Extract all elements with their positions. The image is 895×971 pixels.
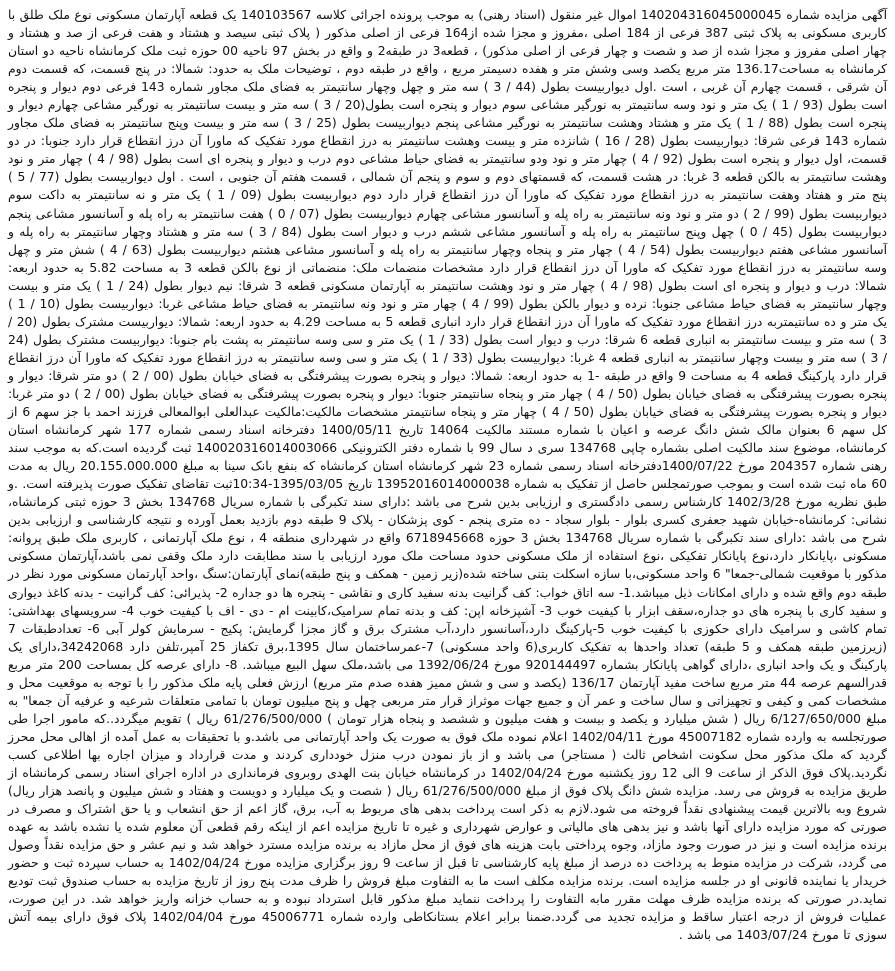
auction-notice-body: آگهی مزایده شماره 140204316045000045 اموال غیر منقول (اسناد رهنی) به موجب پرونده اجرائی کلاسه 140103567 یک قطعه آپارتمان مسکونی نوع ملک طلق با کاربری مسکونی به پلاک ثبتی 387 فرعی از 184 اصلی ،مفروز و مجزا شده از164 فرعی از اصلی مذکور ( پلاک ثبتی سیصد و هشتاد و هفت فرعی از صد و هشتاد و چهار اصلی مفروز و مجزا شده از صد و شصت و چهار فرعی از اصلی مذکور) ، قطعه3 در طبقه2 و واقع در بخش 97 ناحیه 00 حوزه ثبت ملک کرمانشاه ناحیه دو استان کرمانشاه به مساحت136.17 متر مربع یکصد وسی وشش متر و هفده دسیمتر مربع ، واقع در طبقه دوم ، توضیحات ملک به حدود: شمالا: در پنج قسمت، که قسمت دوم آن شرقی ، قسمت چهارم آن غربی ، است .اول دیواربیست بطول (44 / 3 ) سه متر و چهل وچهار سانتیمتر به فضای ملک مجاور شماره 143 فرعی دوم دیوار و پنجره است بطول (93 / 1 ) یک متر و نود وسه سانتیمتر به نورگیر مشاعی سوم دیوار و پنجره است بطول(20 / 3 ) سه متر و بیست سانتیمتر به نورگیر مشاعی چهارم دیوار و پنجره است بطول (88 / 1 ) یک متر و هشتاد وهشت سانتیمتر به نورگیر مشاعی پنجم دیواربیست بطول (25 / 3 ) سه متر و بیست وپنج سانتیمتر به فضای ملک مجاور شماره 143 فرعی شرقا: دیواربیست بطول (28 / 16 ) شانزده متر و بیست وهشت سانتیمتر به درز انقطاع مورد تفکیک که ماورا آن درز انقطاع قرار دارد جنوبا: در دو قسمت، اول دیوار و پنجره است بطول (92 / 4 ) چهار متر و نود ودو سانتیمتر به فضای حیاط مشاعی دوم درب و دیوار و پنجره ای است بطول (98 / 4 ) چهار متر و نود وهشت سانتیمتر به بالکن قطعه 3 غربا: در هشت قسمت، که قسمتهای دوم و سوم و پنجم آن شمالی ، قسمت هفتم آن جنوبی ، است . اول دیواربیست بطول (77 / 5 ) پنج متر و هفتاد وهفت سانتیمتر به درز انقطاع مورد تفکیک که ماورا آن درز انقطاع قرار دارد دوم دیواربیست بطول (09 / 1 ) یک متر و نه سانتیمتر به داکت سوم دیواربیست بطول (99 / 2 ) دو متر و نود ونه سانتیمتر به راه پله و آسانسور مشاعی چهارم دیواربیست بطول (07 / 0 ) هفت سانتیمتر به راه پله و آسانسور مشاعی پنجم دیواربیست بطول (45 / 0 ) چهل وپنج سانتیمتر به راه پله و آسانسور مشاعی ششم درب و دیوار است بطول (84 / 3 ) سه متر و هشتاد وچهار سانتیمتر به راه پله و آسانسور مشاعی هفتم دیواربیست بطول (54 / 4 ) چهار متر و پنجاه وچهار سانتیمتر به راه پله و آسانسور مشاعی هشتم دیواربیست بطول (63 / 4 ) شش متر و چهل وسه سانتیمتر به درز انقطاع مورد تفکیک که ماورا آن درز انقطاع قرار دارد مشخصات منضمات ملک: منضماتی از نوع بالکن قطعه 3 به مساحت 5.82 به حدود اربعه: شمالا: درب و دیوار و پنجره ای است بطول (98 / 4 ) چهار متر و نود وهشت سانتیمتر به آپارتمان مسکونی قطعه 3 شرقا: نیم دیوار بطول (24 / 1 ) یک متر و بیست وچهار سانتیمتر به فضای حیاط مشاعی جنوبا: نرده و دیوار بالکن بطول (99 / 4 ) چهار متر و نود ونه سانتیمتر به فضای حیاط مشاعی غربا: دیواربیست بطول (10 / 1 ) یک متر و ده سانتیمتربه درز انقطاع مورد تفکیک که ماورا آن درز انقطاع قرار دارد انباری قطعه 5 به مساحت 4.29 به حدود اربعه: شمالا: دیواربیست مشترک بطول (20 / 3 ) سه متر و بیست سانتیمتر به انباری قطعه 6 شرقا: درب و دیوار است بطول (33 / 1 ) یک متر و سی وسه سانتیمتر به پشت بام جنوبا: دیواربیست مشترک بطول (24 / 3 ) سه متر و بیست وچهار سانتیمتر به انباری قطعه 4 غربا: دیواربیست بطول (33 / 1 ) یک متر و سی وسه سانتیمتر به درز انقطاع مورد تفکیک که ماورا آن درز انقطاع قرار دارد پارکینگ قطعه 4 به مساحت 9 واقع در طبقه -1 به حدود اربعه: شمالا: دیوار و پنجره بصورت پیشرفتگی به فضای خیابان بطول (00 / 2 ) دو متر شرقا: دیوار و پنجره بصورت پیشرفتگی به فضای خیابان بطول (50 / 4 ) چهار متر و پنجاه سانتیمتر جنوبا: دیوار و پنجره بصورت پیشرفتگی به فضای خیابان بطول (00 / 2 ) دو متر غربا: دیوار و پنجره بصورت پیشرفتگی به فضای خیابان بطول (50 / 4 ) چهار متر و پنجاه سانتیمتر مشخصات مالکیت:مالکیت عبدالعلی ابوالمعالی فرزند احمد با جز سهم 6 از کل سهم 6 بعنوان مالک شش دانگ عرصه و اعیان با شماره مستند مالکیت 14064 تاریخ 1400/05/11 دفترخانه اسناد رسمی شماره 177 شهر کرمانشاه استان کرمانشاه، موضوع سند مالکیت اصلی بشماره چاپی 134768 سری د سال 99 با شماره دفتر الکترونیکی 140020316014003066 ثبت گردیده است.که به موجب سند رهنی شماره 204357 مورخ 1400/07/22دفترخانه اسناد رسمی شماره 23 شهر کرمانشاه استان کرمانشاه که بنفع بانک سینا به مبلغ 20.155.000.000 ریال به مدت 60 ماه ثبت شده است و بموجب صورتمجلس حاصل از تفکیک به شماره 13952016014000038 تاریخ 1395/03/05-10:34ثبت تقاضای تفکیک صورت پذیرفته است. .و طبق نظریه مورخ 1402/3/28 کارشناس رسمی دادگستری و ارزیابی بدین شرح می باشد :دارای سند تکبرگی با شماره سریال 134768 بخش 3 حوزه ثبتی کرمانشاه، نشانی: کرمانشاه-خیابان شهید جعفری کسری بلوار - بلوار سجاد - ده متری پنجم - کوی پزشکان - پلاک 9 طبقه دوم بازدید بعمل آورده و نتیجه کارشناسی و ارزیابی بدین شرح می باشد :دارای سند تکبرگی با شماره سریال 134768 بخش 3 حوزه 6718945668 واقع در شهرداری منطقه 4 ، نوع ملک آپارتمانی ، کاربری ملک طبق پروانه: مسکونی ،پایانکار دارد،نوع پایانکار تفکیکی ،نوع استفاده از ملک مسکونی حدود مساحت ملک مورد ارزیابی با سند مطابقت دارد ملک وقفی نمی باشد،آپارتمان مسکونی مذکور با موقعیت شمالی-جمعا" 6 واحد مسکونی،با سازه اسکلت بتنی ساخته شده(زیر زمین - همکف و پنج طبقه)نمای آپارتمان:سنگ ،واحد آپارتمان مسکونی مورد نظر در طبقه دوم واقع شده و دارای امکانات ذیل میباشد.1- سه اتاق خواب: کف گرانیت بدنه سفید کاری و نقاشی - پنجره ها دو جداره 2- پذیرائی: کف گرانیت - بدنه کاغذ دیواری و سفید کاری با پنجره های دو جداره،سقف ابزار با کیفیت خوب 3- آشپزخانه اپن: کف و بدنه تمام سرامیک،کابینت ام - دی - اف با کیفیت خوب 4- سرویسهای بهداشتی: تمام کاشی و سرامیک دارای حکوزی با کیفیت خوب 5-پارکینگ دارد،آسانسور دارد،آب مشترک برق و گاز مجزا گرمایش: پکیج - سرمایش کولر آبی 6- تعدادطبقات 7 (زیرزمین طبقه همکف و 5 طبقه) تعداد واحدها به تفکیک کاربری(6 واحد مسکونی) 7-عمرساختمان سال 1395،برق تکفاز 25 آمپر،تلفن دارد 34242068،دارای یک پارکینگ و یک واحد انباری ،دارای گواهی پایانکار بشماره 920144497 مورخ 1392/06/24 می باشد،ملک سهل البیع میباشد. 8- دارای عرصه کل بمساحت 200 متر مربع قدرالسهم عرصه 44 متر مربع ساخت مفید آپارتمان 136/17 (یکصد و سی و شش ممیز هفده صدم متر مربع) ارزش فعلی پایه ملک مذکور را با توجه به موقعیت محل و مشخصات کمی و کیفی و تجهیزاتی و سال ساخت و عمر آن و جمیع جهات موثراز قرار متر مربعی چهل و پنج میلیون تومان با تمامی متعلقات شرعیه و عرفیه آن جمعا" به مبلغ 6/127/650/000 ریال ( شش میلیارد و یکصد و بیست و هفت میلیون و ششصد و پنجاه هزار تومان ) 61/276/500/000 ریال ) تقویم میگردد..که مامور اجرا طی صورتجلسه به وارده شماره 45007182 مورخ 1402/04/11 اعلام نموده ملک فوق به صورت یک واحد آپارتمانی می باشد.و با تحقیقات به عمل آمده از اهالی محل محرز گردید که ملک مذکور محل سکونت اشخاص ثالث ( مستاجر) می باشد و از باز نمودن درب منزل خودداری کردند و مدت قرارداد و میزان اجاره بها اطلاعی کسب نگردید.پلاک فوق الذکر از ساعت 9 الی 12 روز یکشنبه مورخ 1402/04/24 در کرمانشاه خیابان بنت الهدی روبروی فرمانداری در اداره اجرای اسناد رسمی کرمانشاه از طریق مزایده به فروش می رسد. مزایده شش دانگ پلاک فوق از مبلغ 61/276/500/000 ریال ( شصت و یک میلیارد و دویست و هفتاد و شش میلیون و پانصد هزار ریال) شروع وبه بالاترین قیمت پیشنهادی نقداً فروخته می شود.لازم به ذکر است پرداخت بدهی های مربوط به آب، برق، گاز اعم از حق انشعاب و یا حق اشتراک و مصرف در صورتی که مورد مزایده دارای آنها باشد و نیز بدهی های مالیاتی و عوارض شهرداری و غیره تا تاریخ مزایده اعم از اینکه رقم قطعی آن معلوم شده یا نشده باشد به عهده برنده مزایده است و نیز در صورت وجود مازاد، وجوه پرداختی بابت هزینه های فوق از محل مازاد به برنده مزایده مسترد خواهد شد و نیم عشر و حق مزایده نقداً وصول می گردد، شرکت در مزایده منوط به پرداخت ده درصد از مبلغ پایه کارشناسی تا قبل از ساعت 9 روز برگزاری مزایده مورخ 1402/04/24 به حساب سپرده ثبت و حضور خریدار یا نماینده قانونی او در جلسه مزایده است. برنده مزایده مکلف است ما به التفاوت مبلغ فروش را ظرف مدت پنج روز از تاریخ مزایده به حساب صندوق ثبت تودیع نماید.در صورتی که برنده مزایده ظرف مهلت مقرر مابه التفاوت را پرداخت ننماید مبلغ مذکور قابل استرداد نبوده و به حساب خزانه واریز خواهد شد. در این صورت، عملیات فروش از درجه اعتبار ساقط و مزایده تجدید می گردد.ضمنا برابر اعلام بستانکاطی وارده شماره 45006771 مورخ 1402/04/04 پلاک فوق دارای بیمه آتش سوزی تا مورخ 1403/07/24 می باشد . — [8, 8, 888, 943]
